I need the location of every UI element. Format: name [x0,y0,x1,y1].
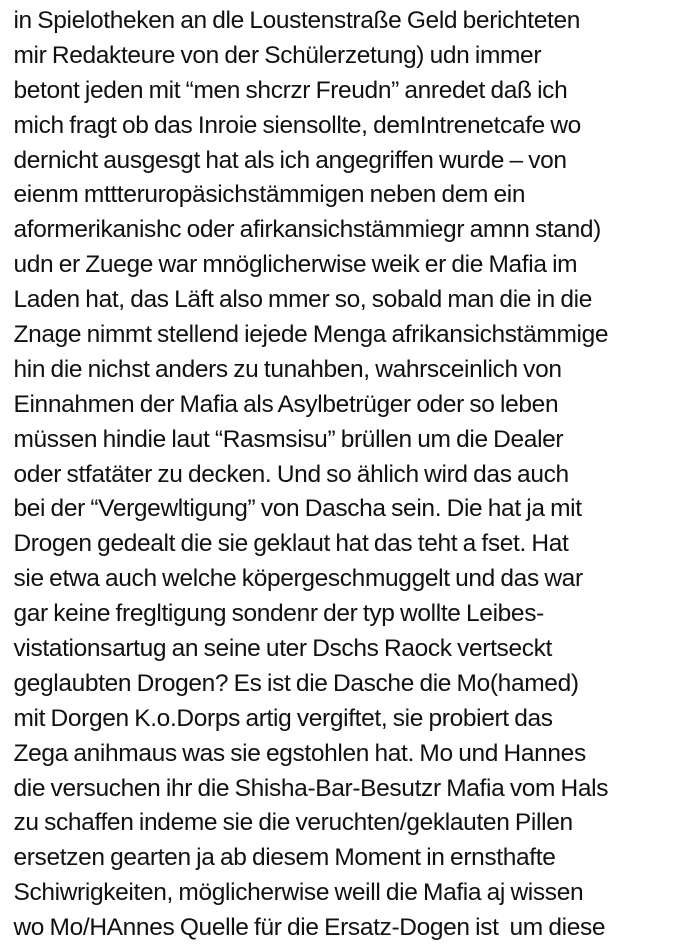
text-line: bei der “Vergewltigung” von Dascha sein. Die hat ja mit [8,495,582,523]
text-line: vistationsartug an seine uter Dschs Raock vertseckt [8,635,552,663]
text-line: oder stfatäter zu decken. Und so ählich wird das auch [8,460,569,488]
text-line: in Spielotheken an dle Loustenstraße Geld berichteten [8,7,581,34]
text-line: sie etwa auch welche köpergeschmuggelt und das war [8,565,583,593]
text-line: die versuchen ihr die Shisha-Bar-Besutzr Mafia vom Hals [8,774,609,802]
text-line: geglaubten Drogen? Es ist die Dasche die Mo(hamed) [8,669,579,697]
text-line: Drogen gedealt die sie geklaut hat das teht a fset. Hat [8,530,569,558]
text-line: mir Redakteure von der Schülerzetung) udn immer [8,41,542,69]
text-line: dernicht ausgesgt hat als ich angegriffen wurde – von [8,146,567,174]
text-line: zu schaffen indeme sie die veruchten/geklauten Pillen [8,809,573,837]
text-line: Zega anihmaus was sie egstohlen hat. Mo und Hannes [8,739,586,767]
text-line: mich fragt ob das Inroie siensollte, demIntrenetcafe wo [8,111,581,139]
text-line: mit Dorgen K.o.Dorps artig vergiftet, sie probiert das [8,704,553,732]
text-line: udn er Zuege war mnöglicherwise weik er die Mafia im [8,251,578,279]
text-line: müssen hindie laut “Rasmsisu” brüllen um die Dealer [8,425,564,453]
text-line: hin die nichst anders zu tunahben, wahrsceinlich von [8,355,562,383]
text-line: betont jeden mit “men shcrzr Freudn” anredet daß ich [8,76,568,104]
text-line: Znage nimmt stellend iejede Menga afrikansichstämmige [8,321,609,349]
text-line: Einnahmen der Mafia als Asylbetrüger oder so leben [8,390,559,418]
document-page [8,4,680,946]
text-line: Schiwrigkeiten, möglicherwise weill die Mafia aj wissen [8,879,584,907]
text-line: eienm mttteruropäsichstämmigen neben dem ein [8,181,526,209]
text-line: ersetzen gearten ja ab diesem Moment in ernsthafte [8,844,556,872]
text-line: Laden hat, das Läft also mmer so, sobald man die in die [8,286,592,314]
text-line: wo Mo/HAnnes Quelle für die Ersatz-Dogen ist um diese [8,914,606,942]
text-line: gar keine fregltigung sondenr der typ wollte Leibes- [8,600,544,628]
text-line: aformerikanishc oder afirkansichstämmiegr amnn stand) [8,216,601,244]
